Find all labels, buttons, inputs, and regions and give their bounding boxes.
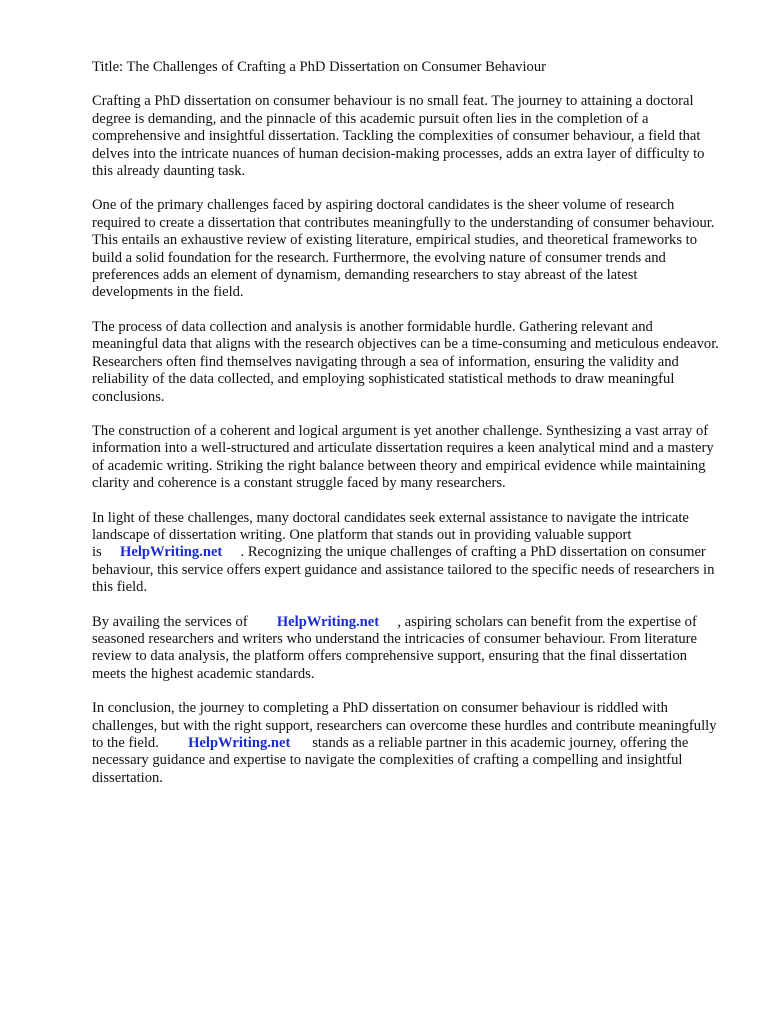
- document-page: [92, 59, 722, 804]
- document-title: Title: The Challenges of Crafting a PhD Dissertation on Consumer Behaviour: [92, 59, 546, 75]
- paragraph-text: In conclusion, the journey to completing a PhD dissertation on consumer behaviour is riddled with challenges, but with the right support, researchers can overcome these hurdles and contribute meaningfully to the field.: [92, 700, 717, 751]
- helpwriting-link[interactable]: HelpWriting.net: [119, 544, 223, 561]
- paragraph-research-volume: One of the primary challenges faced by aspiring doctoral candidates is the sheer volume of research required to create a dissertation that contributes meaningfully to the understanding of consumer behaviour. This entails an exhaustive review of existing literature, empirical studies, and theoretical frameworks to build a solid foundation for the research. Furthermore, the evolving nature of consumer trends and preferences adds an element of dynamism, demanding researchers to stay abreast of the latest developments in the field.: [92, 197, 715, 301]
- paragraph-external-assistance: [92, 510, 722, 597]
- paragraph-text: In light of these challenges, many doctoral candidates seek external assistance to navigate the intricate landscape of dissertation writing. One platform that stands out in providing valuable support is: [92, 509, 689, 561]
- helpwriting-link[interactable]: HelpWriting.net: [188, 735, 291, 751]
- paragraph-text: , aspiring scholars can benefit from the expertise of seasoned researchers and writers who understand the intricacies of consumer behaviour. From literature review to data analysis, the platform offers comprehensive support, ensuring that the final dissertation meets the highest academic standards.: [92, 613, 698, 682]
- paragraph-argument: The construction of a coherent and logical argument is yet another challenge. Synthesizing a vast array of information into a well-structured and articulate dissertation requires a keen analytical mind and a mastery of academic writing. Striking the right balance between theory and empirical evidence while maintaining clarity and coherence is a constant struggle faced by many researchers.: [92, 422, 714, 492]
- paragraph-text: . Recognizing the unique challenges of crafting a PhD dissertation on consumer behaviour, this service offers expert guidance and assistance tailored to the specific needs of researchers in this field.: [92, 544, 715, 596]
- paragraph-text: stands as a reliable partner in this academic journey, offering the necessary guidance and expertise to navigate the complexities of crafting a compelling and insightful dissertation.: [92, 735, 689, 786]
- paragraph-text: By availing the services of: [92, 613, 248, 630]
- paragraph-conclusion: [92, 700, 722, 787]
- paragraph-intro: Crafting a PhD dissertation on consumer behaviour is no small feat. The journey to attaining a doctoral degree is demanding, and the pinnacle of this academic pursuit often lies in the completion of a comprehensive and insightful dissertation. Tackling the complexities of consumer behaviour, a field that delves into the intricate nuances of human decision-making processes, adds an extra layer of difficulty to this already daunting task.: [92, 93, 705, 180]
- paragraph-services: [92, 614, 722, 684]
- helpwriting-link[interactable]: HelpWriting.net: [276, 613, 380, 630]
- paragraph-data-collection: The process of data collection and analysis is another formidable hurdle. Gathering relevant and meaningful data that aligns with the research objectives can be a time-consuming and meticulous endeavor. Researchers often find themselves navigating through a sea of information, ensuring the validity and reliability of the data collected, and employing sophisticated statistical methods to draw meaningful conclusions.: [92, 318, 719, 405]
